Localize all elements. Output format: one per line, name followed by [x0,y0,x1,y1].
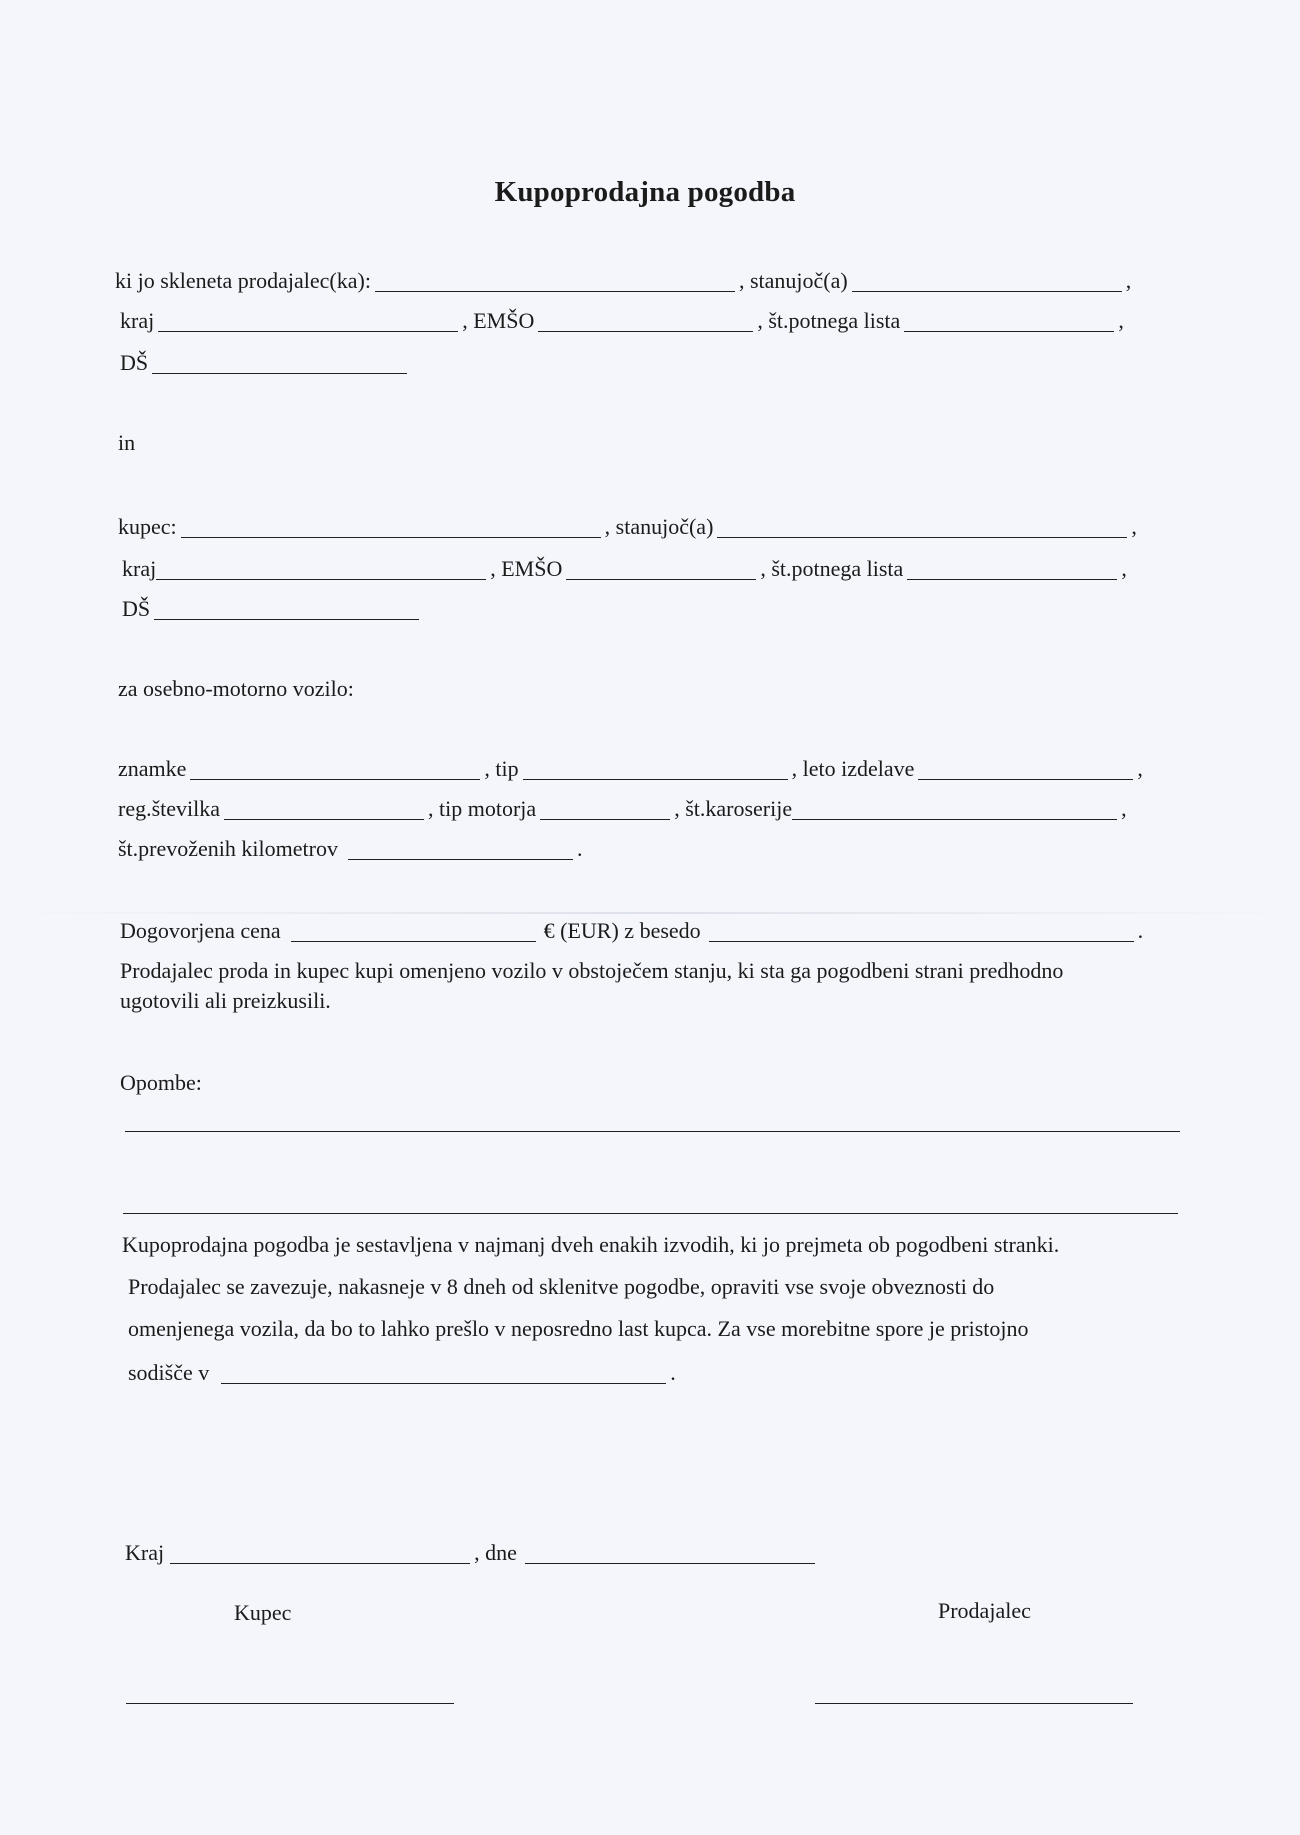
conjunction [118,430,135,456]
closing-line-1-wrap [122,1230,1059,1260]
buyer-passport-field[interactable] [907,559,1117,580]
vehicle-row-1 [118,756,1143,782]
court-row [128,1360,676,1386]
seller-place-label: kraj [120,308,155,333]
condition-line-2: ugotovili ali preizkusili. [120,988,331,1013]
vehicle-km-field[interactable] [348,839,573,860]
comma: , [1131,514,1137,539]
notes-label: Opombe: [120,1070,202,1095]
notes-heading [120,1070,202,1096]
buyer-emso-field[interactable] [566,559,756,580]
seller-name-field[interactable] [375,271,735,292]
price-row [120,918,1143,944]
price-words-field[interactable] [709,921,1134,942]
seller-emso-label: , EMŠO [462,308,535,333]
buyer-name-field[interactable] [181,517,601,538]
closing-line-3-wrap [128,1314,1029,1344]
closing-line-1: Kupoprodajna pogodba je sestavljena v najmanj dveh enakih izvodih, ki jo prejmeta ob pogodbeni stranki. [122,1232,1060,1257]
court-end: . [670,1360,676,1385]
place-field[interactable] [170,1543,470,1564]
seller-intro-label: ki jo skleneta prodajalec(ka): [115,268,371,293]
vehicle-brand-field[interactable] [190,759,480,780]
vehicle-brand-label: znamke [118,756,187,781]
seller-ds-field[interactable] [152,353,407,374]
notes-line-2[interactable] [123,1213,1178,1214]
buyer-signature-line[interactable] [126,1703,454,1704]
condition-line-1: Prodajalec proda in kupec kupi omenjeno vozilo v obstoječem stanju, ki sta ga pogodbeni strani predhodno [120,958,1064,983]
closing-line-3: omenjenega vozila, da bo to lahko prešlo v neposredno last kupca. Za vse morebitne spore je pristojno [128,1316,1029,1341]
vehicle-engine-field[interactable] [540,799,670,820]
vehicle-reg-field[interactable] [224,799,424,820]
document-title: Kupoprodajna pogodba [494,176,796,208]
price-label: Dogovorjena cena [120,918,281,943]
conjunction-text: in [118,430,136,455]
closing-line-2: Prodajalec se zavezuje, nakasneje v 8 dneh od sklenitve pogodbe, opraviti vse svoje obveznosti do [128,1274,995,1299]
court-label: sodišče v [128,1360,210,1385]
comma: , [1118,308,1124,333]
vehicle-engine-label: , tip motorja [428,796,537,821]
buyer-residing-label: , stanujoč(a) [604,514,714,539]
paper-fold [0,912,1300,914]
comma: , [1137,756,1143,781]
vehicle-reg-label: reg.številka [118,796,221,821]
vehicle-row-3 [118,836,582,862]
buyer-row-1 [118,514,1137,540]
seller-ds-label: DŠ [120,350,149,375]
seller-signature-label: Prodajalec [938,1598,1031,1623]
condition-paragraph [120,956,1063,1016]
seller-passport-field[interactable] [904,311,1114,332]
buyer-ds-label: DŠ [122,596,151,621]
closing-line-2-wrap [128,1272,994,1302]
date-field[interactable] [525,1543,815,1564]
vehicle-year-field[interactable] [918,759,1133,780]
buyer-emso-label: , EMŠO [490,556,563,581]
place-date-row [125,1540,819,1566]
comma: , [1121,796,1127,821]
buyer-passport-label: , št.potnega lista [760,556,904,581]
vehicle-body-field[interactable] [792,799,1117,820]
vehicle-row-2 [118,796,1127,822]
court-field[interactable] [221,1363,666,1384]
buyer-place-field[interactable] [156,559,486,580]
seller-signature-line[interactable] [815,1703,1133,1704]
seller-address-field[interactable] [852,271,1122,292]
price-amount-field[interactable] [291,921,536,942]
vehicle-year-label: , leto izdelave [791,756,915,781]
seller-row-3 [120,350,411,376]
buyer-ds-field[interactable] [154,599,419,620]
vehicle-type-field[interactable] [523,759,788,780]
buyer-row-2 [122,556,1127,582]
buyer-row-3 [122,596,423,622]
seller-passport-label: , št.potnega lista [757,308,901,333]
vehicle-km-end: . [576,836,583,861]
price-end: . [1137,918,1144,943]
vehicle-heading-text: za osebno-motorno vozilo: [118,676,354,701]
comma: , [1121,556,1127,581]
buyer-place-label: kraj [122,556,157,581]
buyer-intro-label: kupec: [118,514,177,539]
vehicle-body-label: , št.karoserije [674,796,793,821]
price-currency-label: € (EUR) z besedo [543,918,701,943]
vehicle-km-label: št.prevoženih kilometrov [118,836,338,861]
date-label: , dne [474,1540,517,1565]
seller-row-1 [115,268,1131,294]
seller-row-2 [120,308,1124,334]
vehicle-type-label: , tip [484,756,519,781]
vehicle-heading [118,676,354,702]
seller-residing-label: , stanujoč(a) [738,268,848,293]
seller-emso-field[interactable] [538,311,753,332]
notes-line-1[interactable] [125,1131,1180,1132]
seller-place-field[interactable] [158,311,458,332]
buyer-address-field[interactable] [717,517,1127,538]
place-label: Kraj [125,1540,165,1565]
buyer-signature-label: Kupec [234,1600,292,1625]
comma: , [1125,268,1132,293]
